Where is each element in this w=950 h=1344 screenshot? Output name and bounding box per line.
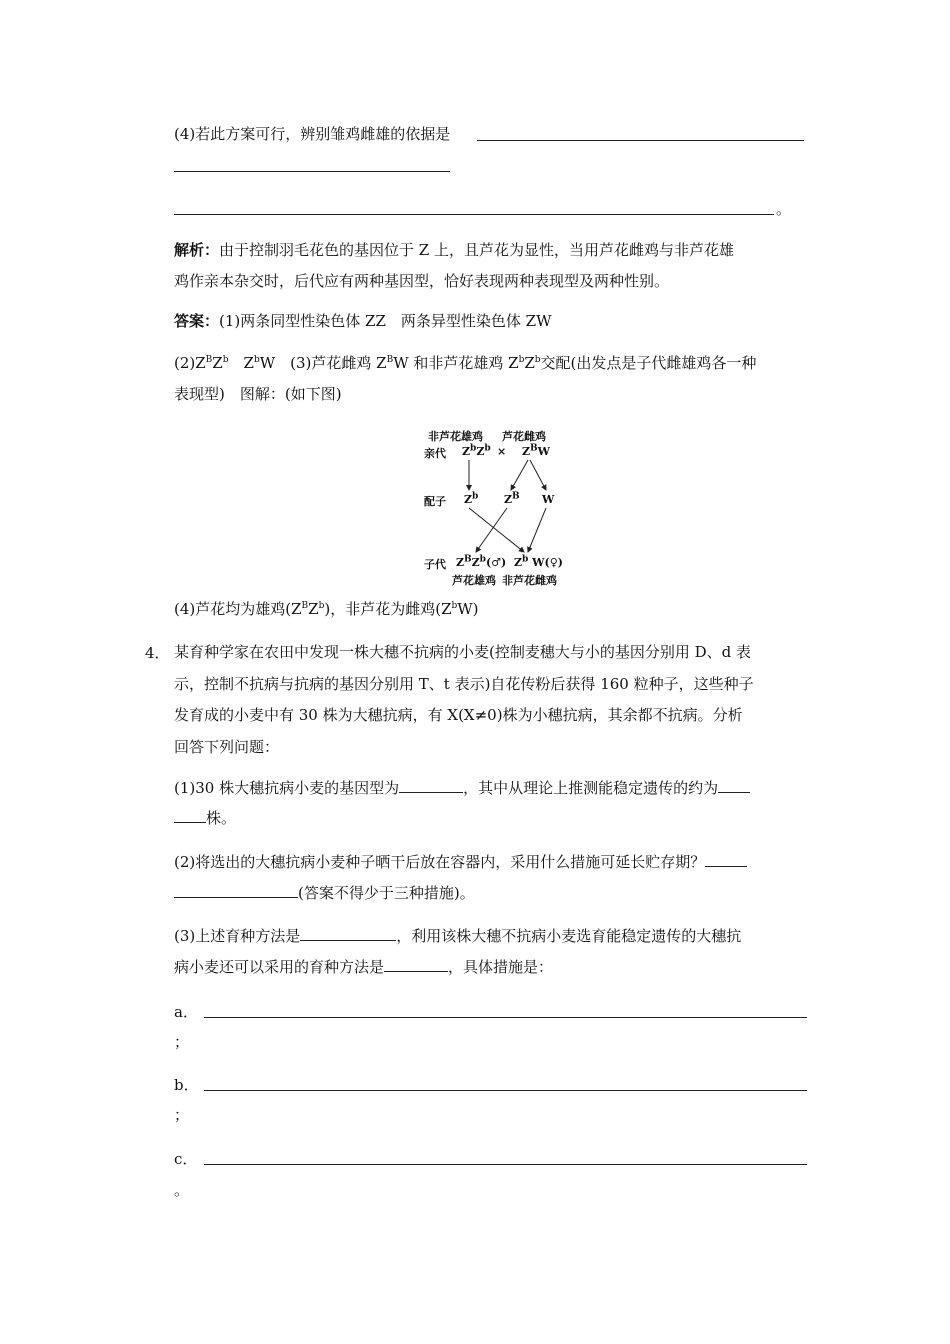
- male-parent-label: 非芦花雄鸡: [428, 430, 483, 443]
- q3-part4-line: [174, 124, 450, 144]
- gamete-3: W: [542, 493, 555, 506]
- answer-blank[interactable]: [204, 1090, 807, 1091]
- answer-blank[interactable]: [174, 808, 206, 823]
- cross-symbol: ×: [497, 445, 507, 458]
- offspring-row-label: 子代: [424, 558, 446, 571]
- item-b-end: ；: [174, 1106, 190, 1124]
- arrow: [469, 508, 524, 552]
- parent-row-label: 亲代: [424, 447, 446, 460]
- answer-blank[interactable]: [718, 778, 750, 793]
- answer-blank[interactable]: [204, 1017, 807, 1018]
- analysis-line-1: 解析：由于控制羽毛花色的基因位于 Z 上，且芦花为显性，当用芦花雌鸡与非芦花雄: [174, 241, 734, 259]
- answer-label: 答案：: [174, 312, 220, 330]
- answer-line-3: 表现型) 图解：(如下图): [174, 385, 342, 403]
- analysis-label: 解析：: [174, 241, 220, 259]
- item-c-end: 。: [174, 1181, 190, 1199]
- cross-diagram: [410, 424, 570, 594]
- gamete-2: $Z^B$: [504, 491, 520, 506]
- q3-part4-prompt: (4)若此方案可行，辨别雏鸡雌雄的依据是: [174, 125, 451, 143]
- answer-blank[interactable]: [705, 852, 747, 867]
- arrow: [530, 460, 546, 490]
- answer-line-4: (4)芦花均为雄鸡$(Z^BZ^b)$，非芦花为雌鸡$(Z^bW)$: [174, 600, 479, 618]
- q4-part1-line: (1)30 株大穗抗病小麦的基因型为 ，其中从理论上推测能稳定遗传的约为: [174, 778, 750, 798]
- arrow: [511, 460, 528, 490]
- arrow: [476, 508, 507, 552]
- offspring-2-phenotype: 非芦花雌鸡: [502, 574, 557, 587]
- gamete-row-label: 配子: [424, 495, 446, 508]
- answer-blank[interactable]: [300, 926, 396, 941]
- answer-blank[interactable]: [174, 883, 298, 898]
- cross-arrows: [410, 424, 570, 594]
- q4-part1-line-2: 株。: [174, 808, 236, 828]
- female-parent-label: 芦花雌鸡: [502, 430, 546, 443]
- q4-line-3: 发育成的小麦中有 30 株为大穗抗病，有 X(X≠0)株为小穗抗病，其余都不抗病。分析: [174, 706, 743, 724]
- item-a-end: ；: [174, 1033, 190, 1051]
- gamete-1: $Z^b$: [464, 491, 479, 506]
- male-genotype: $Z^bZ^b$: [462, 443, 491, 458]
- answer-blank[interactable]: [384, 957, 448, 972]
- item-a-label: a．: [174, 1003, 198, 1021]
- q4-line-1: 某育种学家在农田中发现一株大穗不抗病的小麦(控制麦穗大与小的基因分别用 D、d 表: [174, 643, 752, 661]
- answer-blank[interactable]: [174, 214, 774, 215]
- female-genotype: $Z^BW$: [522, 443, 550, 458]
- end-mark: 。: [776, 200, 792, 218]
- answer-line-1: 答案：(1)两条同型性染色体 ZZ 两条异型性染色体 ZW: [174, 312, 552, 330]
- analysis-line-2: 鸡作亲本杂交时，后代应有两种基因型，恰好表现两种表现型及两种性别。: [174, 272, 670, 290]
- offspring-1-phenotype: 芦花雄鸡: [452, 574, 496, 587]
- offspring-2: $Z^b$ W(♀): [514, 554, 563, 569]
- q4-part3-line-2: 病小麦还可以采用的育种方法是 ，具体措施是：: [174, 958, 554, 976]
- offspring-1: $Z^BZ^b(♂)$: [456, 554, 507, 569]
- q4-part3-line: (3)上述育种方法是 ，利用该株大穗不抗病小麦选育能稳定遗传的大穗抗: [174, 927, 742, 945]
- q4-part2-line-2: (答案不得少于三种措施)。: [174, 883, 475, 903]
- answer-blank[interactable]: [204, 1164, 807, 1165]
- answer-blank[interactable]: [399, 778, 463, 793]
- q4-line-2: 示，控制不抗病与抗病的基因分别用 T、t 表示)自花传粉后获得 160 粒种子，这些种子: [174, 675, 754, 693]
- q4-part2-line: (2)将选出的大穗抗病小麦种子晒干后放在容器内，采用什么措施可延长贮存期？: [174, 852, 747, 872]
- arrow: [528, 508, 546, 552]
- item-c-label: c．: [174, 1150, 198, 1168]
- answer-line-2: $(2)Z^BZ^b$ $Z^bW$ (3)芦花雌鸡 $Z^BW$ 和非芦花雄鸡 $Z^bZ^b$交配(出发点是子代雌雄鸡各一种: [174, 354, 757, 372]
- question-number: 4．: [145, 644, 170, 662]
- answer-blank[interactable]: [477, 140, 804, 141]
- q4-line-4: 回答下列问题：: [174, 738, 280, 756]
- item-b-label: b．: [174, 1076, 199, 1094]
- answer-blank[interactable]: [174, 171, 450, 172]
